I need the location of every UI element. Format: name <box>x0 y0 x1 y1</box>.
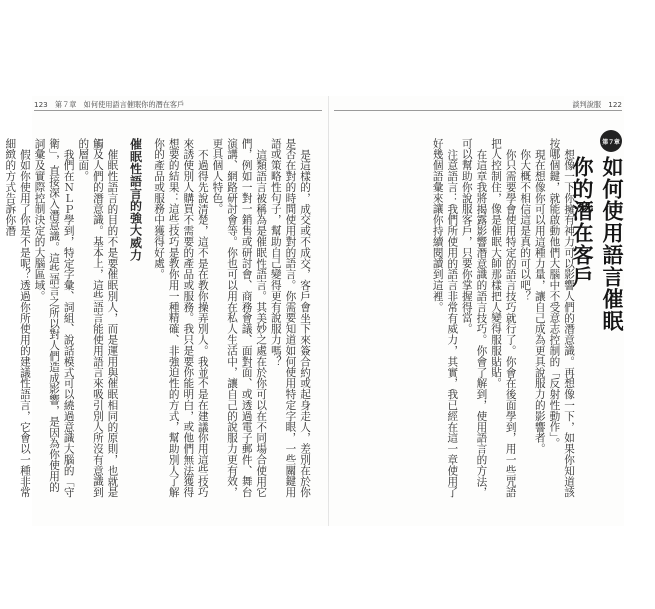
body-paragraph: 你大概不相信這是真的可以吧？ <box>519 148 532 302</box>
chapter-badge: 第７章 <box>600 130 622 152</box>
body-paragraph: 是這樣的，成交或不成交，客戶會坐下來簽合約或起身走人，差別在於你是否在對的時間使用對的語言。你需要知道如何使用特定字眼，一些關鍵用語或策略性句子，幫助自己變得更有說服力嗎？ <box>269 138 311 498</box>
book-spread <box>4 96 624 526</box>
right-header-rule <box>334 110 622 111</box>
body-paragraph: 我們在ＮＬＰ學到，特定字彙、詞組、說話模式可以繞過意識大腦的「守衛」，直接深入潛意識。這些語言之所以對人們造成影響，是因為你使用的詞彙及實際控制決定的大腦區域。 <box>33 138 75 498</box>
body-paragraph: 不過得先說清楚，這不是在教你操弄別人。我並不是在建議你用這些技巧來誘使別人購買不需要的產品或服務。我只是要你能明白，或他們無法獲得想要的結果：這些技巧是教你用一種精確、非強迫性的方式，幫助別人了解你的產品或服務中獲得好處。 <box>153 138 209 498</box>
left-page-header: 123 第７章 如何使用語言催眠你的潛在客戶 <box>34 100 185 109</box>
body-paragraph: 這類語言被稱為是催眠性語言。其美妙之處在於你可以在不同場合使用它們，例如一對一銷售或研討會、商務會議、面對面、或透過電子郵件、舞台演講、網路研討會等。你也可以用在私人生活中，讓自己的說服力更有效，更具個人特色。 <box>211 138 268 498</box>
chapter-title: 如何使用語言催眠你的潛在客戶 <box>570 156 624 332</box>
body-paragraph: 現在想像你可以用這種力量，讓自己成為更具說服力的影響者。 <box>533 148 546 454</box>
body-paragraph: 想像一下你擁有神力可以影響人們的潛意識。再想像一下，如果你知道該按哪個鍵，就能啟動他們大腦中不受意志控制的「反射性動作」。 <box>548 138 575 498</box>
right-page-body <box>344 138 576 498</box>
body-paragraph: 你只需要學會使用特定的語言技巧就行了。你會在後面學到，用一些咒語把人控制住，像是催眠大師那樣把人變得服服貼貼。 <box>490 138 517 498</box>
section-heading: 催眠性語言的強大威力 <box>128 138 143 261</box>
page-gutter <box>328 96 329 526</box>
left-header-rule <box>34 110 322 111</box>
right-page-header: 談判說服 122 <box>572 100 622 109</box>
left-page-body <box>4 138 312 498</box>
body-paragraph: 催眠性語言的目的不是要催眠別人，而是運用與催眠相同的原則，也就是觸及人們的潛意識。基本上，這些語言能使用語言來吸引別人所沒有意識到的層面。 <box>77 138 119 498</box>
body-paragraph: 假如你使用了你是不是呢？透過你所使用的建議性語言，它會以一種非常細緻的方式告訴你潛 <box>4 138 31 498</box>
body-paragraph: 在這章我將揭露影響潛意識的語言技巧。你會了解到，使用語言的方法，可以幫助你說服客戶，只要你掌握得當。 <box>460 138 488 498</box>
body-paragraph: 注意語言：我們所使用的語言非常有威力，其實，我已經在這一章使用了好幾個語彙來讓你持續閱讀到這裡。 <box>431 138 459 498</box>
